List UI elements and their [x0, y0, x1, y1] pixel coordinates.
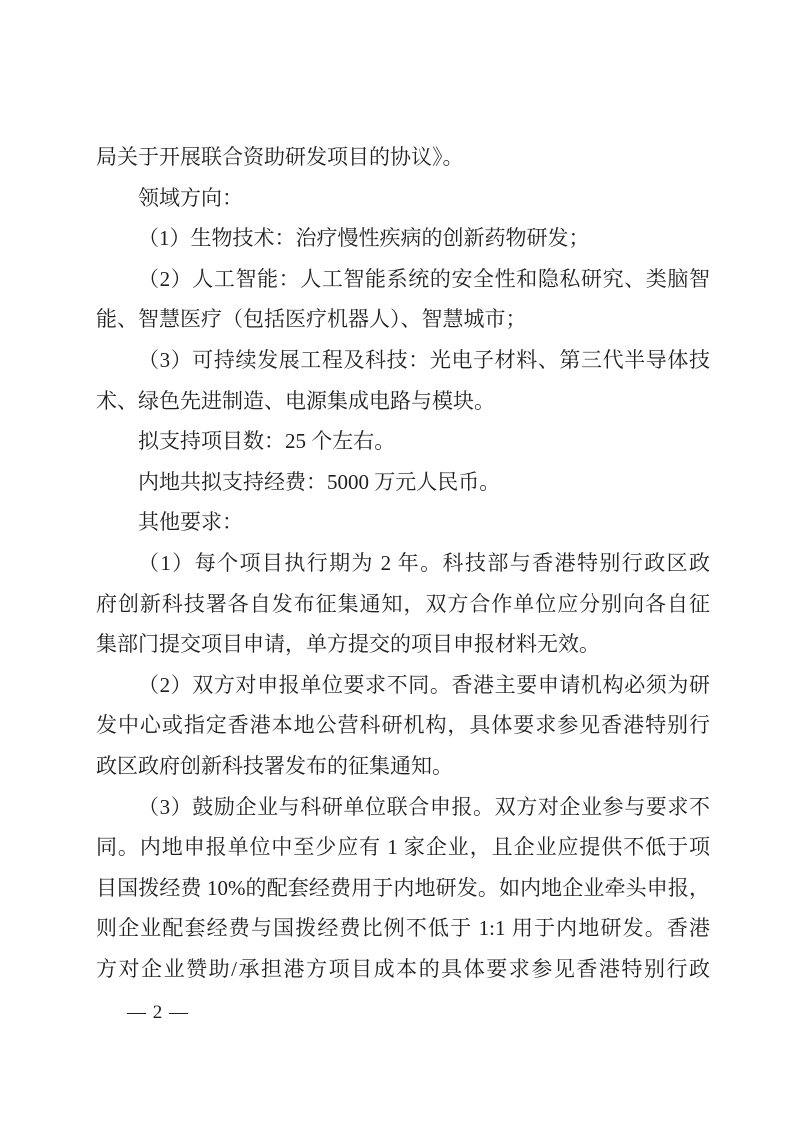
text-line: 府创新科技署各自发布征集通知，双方合作单位应分别向各自征	[96, 591, 710, 616]
text-line: 政区政府创新科技署发布的征集通知。	[96, 753, 453, 778]
text-line: （1）生物技术：治疗慢性疾病的创新药物研发；	[138, 226, 590, 251]
text-line: （1）每个项目执行期为 2 年。科技部与香港特别行政区政	[138, 550, 710, 575]
text-line: 目国拨经费 10%的配套经费用于内地研发。如内地企业牵头申报，	[96, 875, 710, 900]
text-line: 方对企业赞助/承担港方项目成本的具体要求参见香港特别行政	[96, 956, 710, 981]
text-line: （2）双方对申报单位要求不同。香港主要申请机构必须为研	[138, 672, 710, 697]
text-line: 同。内地申报单位中至少应有 1 家企业，且企业应提供不低于项	[96, 835, 710, 860]
text-line: （2）人工智能：人工智能系统的安全性和隐私研究、类脑智	[138, 266, 710, 291]
text-line: 其他要求：	[138, 510, 243, 535]
text-line: 发中心或指定香港本地公营科研机构，具体要求参见香港特别行	[96, 713, 710, 738]
text-line: 内地共拟支持经费：5000 万元人民币。	[138, 469, 501, 494]
text-line: 领域方向：	[138, 185, 243, 210]
text-line: 术、绿色先进制造、电源集成电路与模块。	[96, 388, 495, 413]
text-line: 局关于开展联合资助研发项目的协议》。	[96, 145, 464, 169]
text-line: （3）鼓励企业与科研单位联合申报。双方对企业参与要求不	[138, 794, 710, 819]
text-line: 集部门提交项目申请，单方提交的项目申报材料无效。	[96, 632, 600, 657]
page-number: — 2 —	[127, 1002, 189, 1023]
text-line: 拟支持项目数：25 个左右。	[138, 429, 396, 454]
text-line: （3）可持续发展工程及科技：光电子材料、第三代半导体技	[138, 347, 710, 372]
text-line: 则企业配套经费与国拨经费比例不低于 1:1 用于内地研发。香港	[96, 916, 710, 941]
document-body	[96, 137, 710, 989]
text-line: 能、智慧医疗（包括医疗机器人）、智慧城市；	[96, 307, 527, 332]
